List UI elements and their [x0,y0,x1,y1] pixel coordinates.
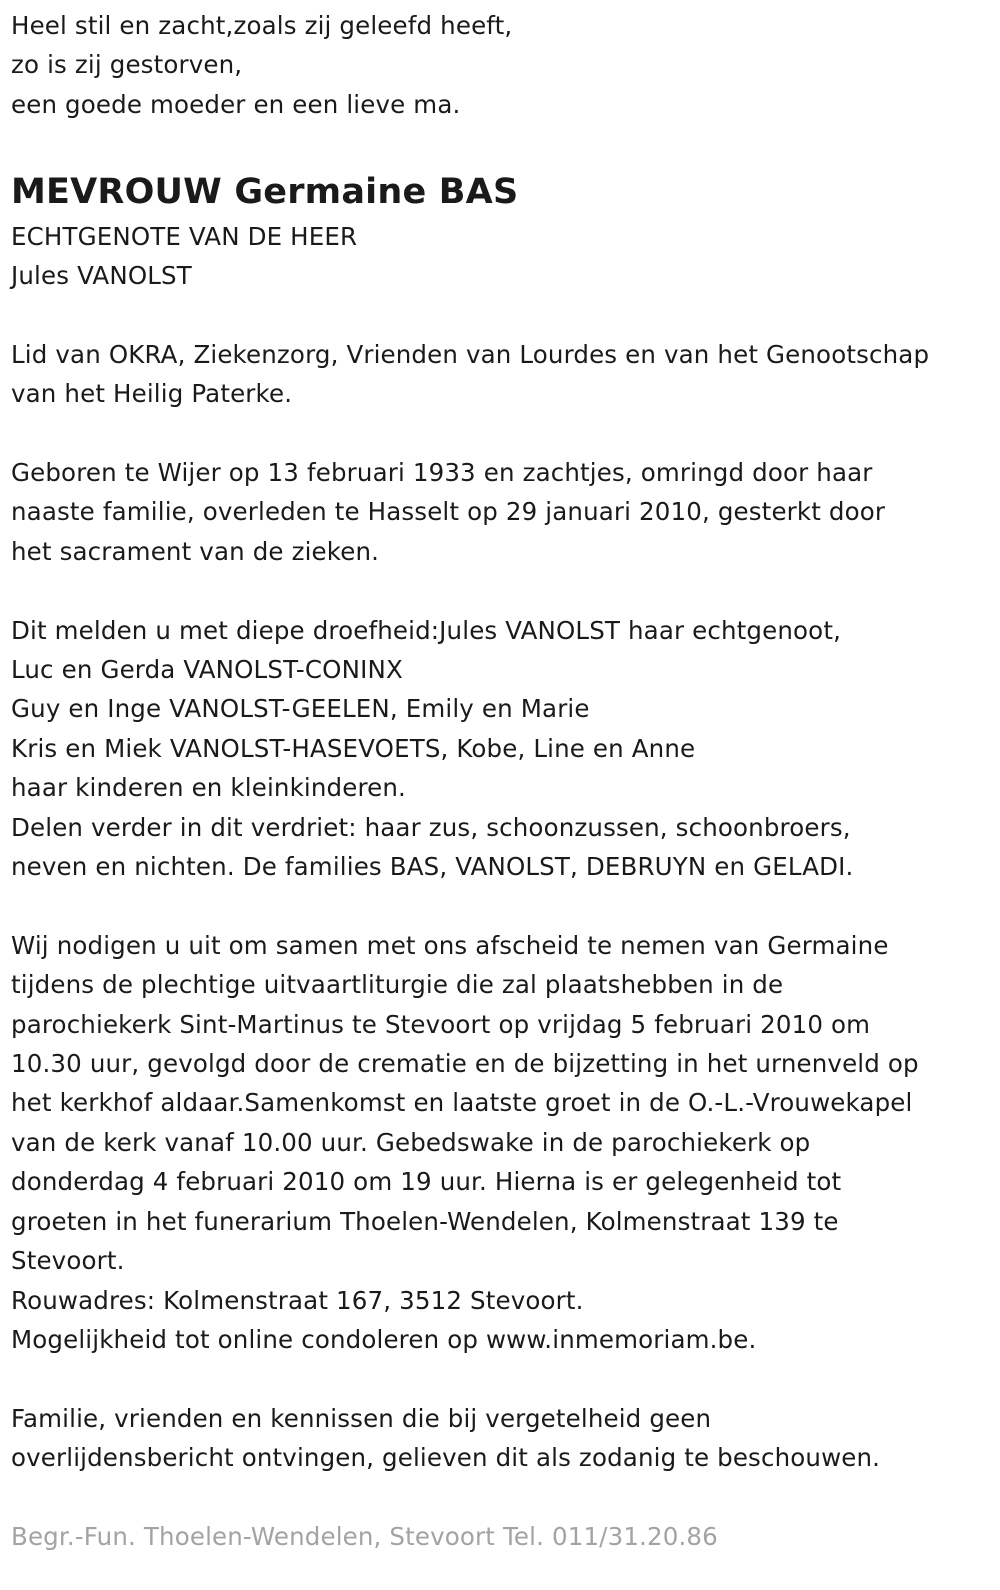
paragraph-line: Wij nodigen u uit om samen met ons afscheid te nemen van Germaine [11,930,889,960]
paragraph-line: Delen verder in dit verdriet: haar zus, schoonzussen, schoonbroers, [11,812,851,842]
paragraph-line: 10.30 uur, gevolgd door de crematie en de bijzetting in het urnenveld op [11,1049,919,1079]
spacer [11,886,1000,925]
paragraph-line: tijdens de plechtige uitvaartliturgie die zal plaatshebben in de [11,970,784,1000]
paragraph-line: Stevoort. [11,1246,125,1276]
paragraph-line: neven en nichten. De families BAS, VANOLST, DEBRUYN en GELADI. [11,852,854,882]
paragraph-line: overlijdensbericht ontvingen, gelieven dit als zodanig te beschouwen. [11,1443,881,1473]
notice-paragraph [11,1399,1000,1478]
paragraph-line: haar kinderen en kleinkinderen. [11,773,406,803]
spacer [11,1359,1000,1398]
spacer [11,1478,1000,1517]
paragraph-line: van het Heilig Paterke. [11,379,293,409]
motto-line: een goede moeder en een lieve ma. [11,89,461,119]
paragraph-line: naaste familie, overleden te Hasselt op 29 januari 2010, gesterkt door [11,497,886,527]
paragraph-line: Lid van OKRA, Ziekenzorg, Vrienden van Lourdes en van het Genootschap [11,339,930,369]
paragraph-line: van de kerk vanaf 10.00 uur. Gebedswake in de parochiekerk op [11,1127,811,1157]
family-paragraph [11,611,1000,887]
spacer [11,295,1000,334]
paragraph-line: Familie, vrienden en kennissen die bij vergetelheid geen [11,1403,712,1433]
paragraph-line: Dit melden u met diepe droefheid:Jules VANOLST haar echtgenoot, [11,615,842,645]
deceased-name: MEVROUW Germaine BAS [11,171,519,212]
spacer [11,414,1000,453]
paragraph-line: het sacrament van de zieken. [11,536,380,566]
ceremony-paragraph [11,926,1000,1359]
spouse-name: Jules VANOLST [11,261,192,291]
paragraph-line: Kris en Miek VANOLST-HASEVOETS, Kobe, Line en Anne [11,733,696,763]
paragraph-line: Luc en Gerda VANOLST-CONINX [11,655,403,685]
membership-paragraph [11,335,1000,414]
paragraph-line: het kerkhof aldaar.Samenkomst en laatste groet in de O.-L.-Vrouwekapel [11,1088,913,1118]
paragraph-line: groeten in het funerarium Thoelen-Wendelen, Kolmenstraat 139 te [11,1206,839,1236]
funeral-home-footer: Begr.-Fun. Thoelen-Wendelen, Stevoort Tel. 011/31.20.86 [11,1521,718,1551]
birth-death-paragraph [11,453,1000,571]
online-condolence: Mogelijkheid tot online condoleren op www.inmemoriam.be. [11,1324,757,1354]
spacer [11,124,1000,163]
motto [11,6,1000,124]
motto-line: Heel stil en zacht,zoals zij geleefd heeft, [11,11,513,40]
relation-label: ECHTGENOTE VAN DE HEER [11,221,358,251]
deceased-block [11,169,1000,296]
spacer [11,571,1000,610]
paragraph-line: parochiekerk Sint-Martinus te Stevoort op vrijdag 5 februari 2010 om [11,1009,871,1039]
paragraph-line: Geboren te Wijer op 13 februari 1933 en zachtjes, omringd door haar [11,458,873,488]
mourning-address: Rouwadres: Kolmenstraat 167, 3512 Stevoort. [11,1285,584,1315]
paragraph-line: donderdag 4 februari 2010 om 19 uur. Hierna is er gelegenheid tot [11,1167,842,1197]
motto-line: zo is zij gestorven, [11,50,243,80]
paragraph-line: Guy en Inge VANOLST-GEELEN, Emily en Marie [11,694,590,724]
